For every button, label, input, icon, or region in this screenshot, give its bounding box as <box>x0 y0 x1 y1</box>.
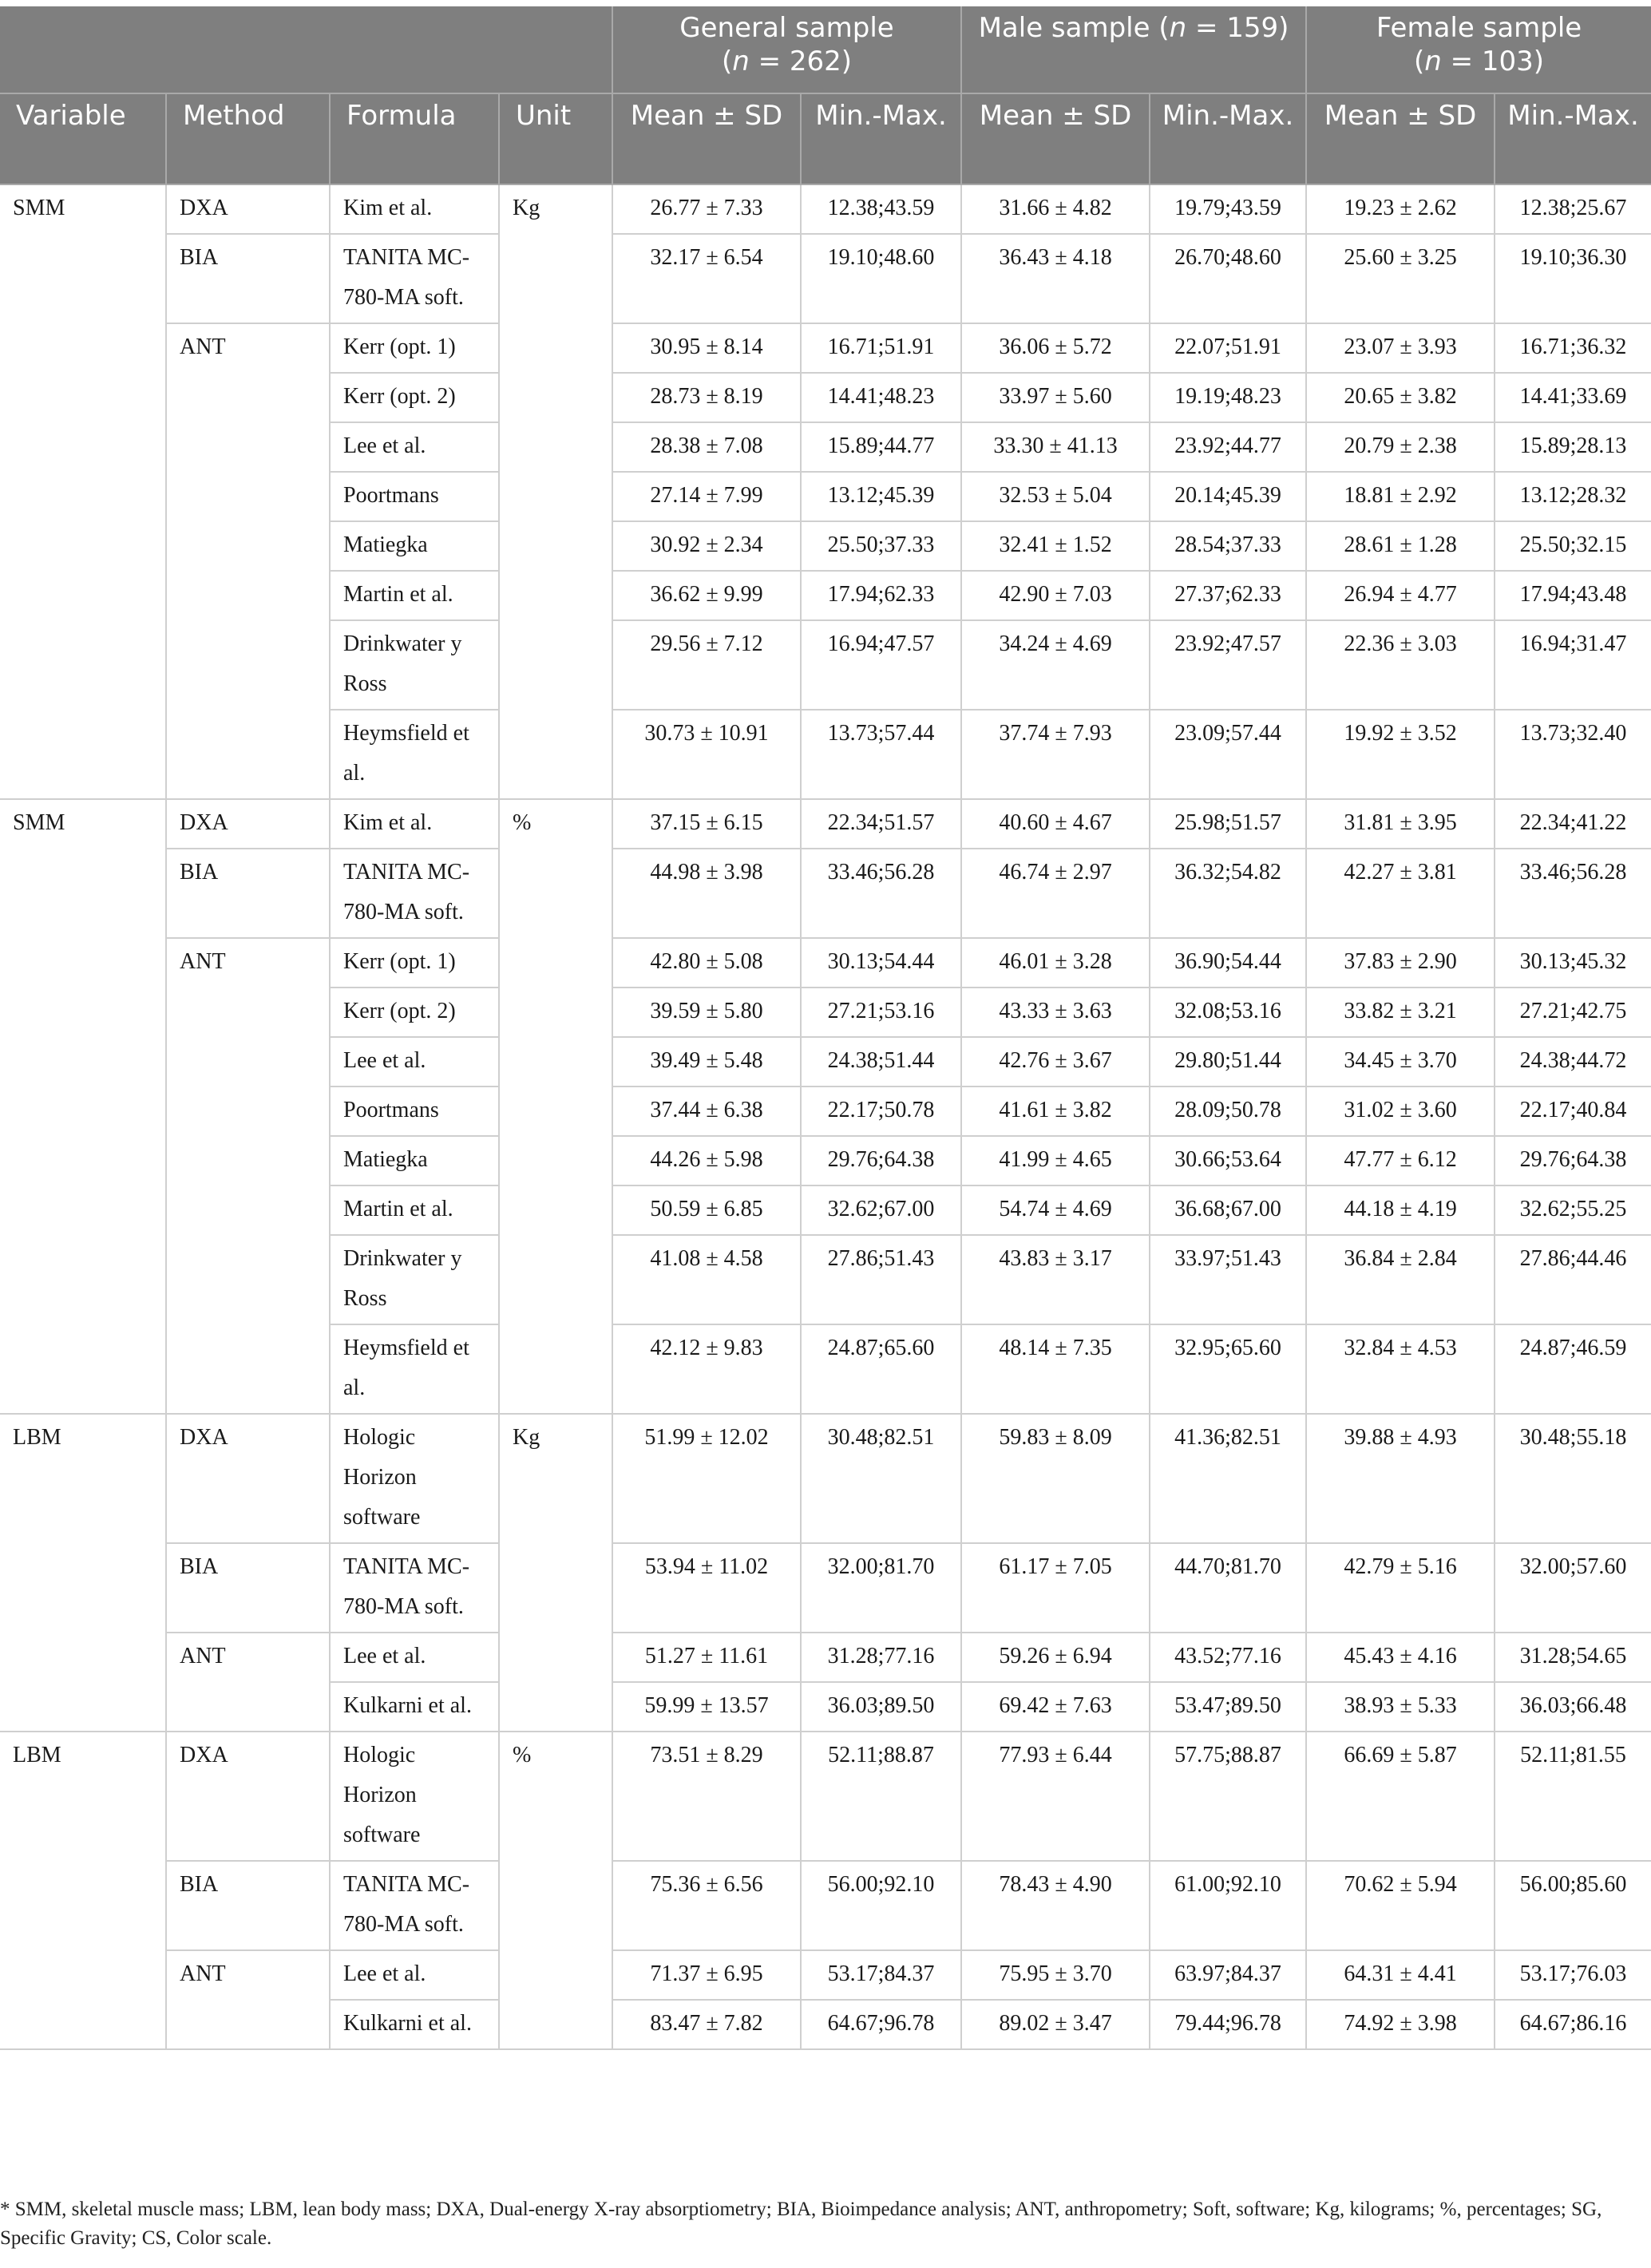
male-mean-cell: 75.95 ± 3.70 <box>961 1950 1150 2000</box>
general-range-cell: 64.67;96.78 <box>801 2000 961 2049</box>
male-mean-cell: 33.30 ± 41.13 <box>961 422 1150 472</box>
male-mean-cell: 41.99 ± 4.65 <box>961 1136 1150 1185</box>
formula-cell: Poortmans <box>330 1087 499 1136</box>
female-mean-cell: 32.84 ± 4.53 <box>1306 1324 1495 1414</box>
male-range-cell: 25.98;51.57 <box>1150 799 1306 849</box>
female-mean-cell: 20.65 ± 3.82 <box>1306 373 1495 422</box>
general-mean-cell: 28.73 ± 8.19 <box>612 373 801 422</box>
col-general-mean: Mean ± SD <box>612 93 801 184</box>
female-range-cell: 13.73;32.40 <box>1495 710 1651 799</box>
general-mean-cell: 53.94 ± 11.02 <box>612 1543 801 1633</box>
female-range-cell: 36.03;66.48 <box>1495 1682 1651 1732</box>
female-mean-cell: 25.60 ± 3.25 <box>1306 234 1495 323</box>
female-range-cell: 27.21;42.75 <box>1495 988 1651 1037</box>
general-range-cell: 32.00;81.70 <box>801 1543 961 1633</box>
female-mean-cell: 36.84 ± 2.84 <box>1306 1235 1495 1324</box>
table-row <box>0 323 1651 373</box>
male-mean-cell: 42.76 ± 3.67 <box>961 1037 1150 1087</box>
general-sample-header: General sample (n = 262) <box>612 6 961 93</box>
general-mean-cell: 37.15 ± 6.15 <box>612 799 801 849</box>
female-mean-cell: 31.81 ± 3.95 <box>1306 799 1495 849</box>
male-mean-cell: 37.74 ± 7.93 <box>961 710 1150 799</box>
male-range-cell: 26.70;48.60 <box>1150 234 1306 323</box>
method-cell: ANT <box>166 1633 330 1732</box>
col-unit: Unit <box>499 93 612 184</box>
female-mean-cell: 20.79 ± 2.38 <box>1306 422 1495 472</box>
male-range-cell: 23.92;44.77 <box>1150 422 1306 472</box>
male-range-cell: 28.54;37.33 <box>1150 521 1306 571</box>
female-range-cell: 25.50;32.15 <box>1495 521 1651 571</box>
col-method: Method <box>166 93 330 184</box>
formula-cell: TANITA MC-780-MA soft. <box>330 234 499 323</box>
formula-cell: Drinkwater y Ross <box>330 620 499 710</box>
general-mean-cell: 36.62 ± 9.99 <box>612 571 801 620</box>
female-mean-cell: 19.92 ± 3.52 <box>1306 710 1495 799</box>
formula-cell: Lee et al. <box>330 1633 499 1682</box>
male-mean-cell: 89.02 ± 3.47 <box>961 2000 1150 2049</box>
general-range-cell: 19.10;48.60 <box>801 234 961 323</box>
general-range-cell: 12.38;43.59 <box>801 184 961 234</box>
general-mean-cell: 59.99 ± 13.57 <box>612 1682 801 1732</box>
method-cell: BIA <box>166 1861 330 1950</box>
formula-cell: Kerr (opt. 1) <box>330 323 499 373</box>
table-row <box>0 1861 1651 1950</box>
male-mean-cell: 33.97 ± 5.60 <box>961 373 1150 422</box>
general-range-cell: 36.03;89.50 <box>801 1682 961 1732</box>
table-row <box>0 184 1651 234</box>
male-range-cell: 43.52;77.16 <box>1150 1633 1306 1682</box>
general-range-cell: 13.12;45.39 <box>801 472 961 521</box>
male-range-cell: 44.70;81.70 <box>1150 1543 1306 1633</box>
formula-cell: Matiegka <box>330 1136 499 1185</box>
col-male-range: Min.-Max. <box>1150 93 1306 184</box>
formula-cell: Kim et al. <box>330 184 499 234</box>
method-cell: ANT <box>166 1950 330 2049</box>
general-range-cell: 24.38;51.44 <box>801 1037 961 1087</box>
male-mean-cell: 40.60 ± 4.67 <box>961 799 1150 849</box>
variable-cell: LBM <box>0 1732 166 2049</box>
general-range-cell: 33.46;56.28 <box>801 849 961 938</box>
header-blank <box>0 6 612 93</box>
general-range-cell: 22.34;51.57 <box>801 799 961 849</box>
general-mean-cell: 42.80 ± 5.08 <box>612 938 801 988</box>
female-range-cell: 31.28;54.65 <box>1495 1633 1651 1682</box>
group-header-row <box>0 6 1651 93</box>
male-mean-cell: 78.43 ± 4.90 <box>961 1861 1150 1950</box>
general-range-cell: 15.89;44.77 <box>801 422 961 472</box>
male-range-cell: 61.00;92.10 <box>1150 1861 1306 1950</box>
formula-cell: Kim et al. <box>330 799 499 849</box>
method-cell: BIA <box>166 234 330 323</box>
female-range-cell: 32.62;55.25 <box>1495 1185 1651 1235</box>
female-range-cell: 27.86;44.46 <box>1495 1235 1651 1324</box>
male-mean-cell: 42.90 ± 7.03 <box>961 571 1150 620</box>
male-range-cell: 28.09;50.78 <box>1150 1087 1306 1136</box>
female-sample-header: Female sample (n = 103) <box>1306 6 1651 93</box>
general-mean-cell: 44.98 ± 3.98 <box>612 849 801 938</box>
general-mean-cell: 42.12 ± 9.83 <box>612 1324 801 1414</box>
formula-cell: Kerr (opt. 1) <box>330 938 499 988</box>
female-mean-cell: 23.07 ± 3.93 <box>1306 323 1495 373</box>
formula-cell: Heymsfield et al. <box>330 1324 499 1414</box>
general-mean-cell: 29.56 ± 7.12 <box>612 620 801 710</box>
male-range-cell: 36.68;67.00 <box>1150 1185 1306 1235</box>
general-mean-cell: 71.37 ± 6.95 <box>612 1950 801 2000</box>
formula-cell: Lee et al. <box>330 1950 499 2000</box>
female-range-cell: 22.34;41.22 <box>1495 799 1651 849</box>
female-mean-cell: 28.61 ± 1.28 <box>1306 521 1495 571</box>
variable-cell: SMM <box>0 799 166 1414</box>
method-cell: DXA <box>166 1414 330 1543</box>
table-row <box>0 1950 1651 2000</box>
formula-cell: TANITA MC-780-MA soft. <box>330 1543 499 1633</box>
male-range-cell: 23.92;47.57 <box>1150 620 1306 710</box>
female-range-cell: 30.13;45.32 <box>1495 938 1651 988</box>
table-row <box>0 234 1651 323</box>
general-mean-cell: 39.49 ± 5.48 <box>612 1037 801 1087</box>
formula-cell: Martin et al. <box>330 571 499 620</box>
female-range-cell: 32.00;57.60 <box>1495 1543 1651 1633</box>
male-mean-cell: 32.53 ± 5.04 <box>961 472 1150 521</box>
male-mean-cell: 69.42 ± 7.63 <box>961 1682 1150 1732</box>
female-mean-cell: 33.82 ± 3.21 <box>1306 988 1495 1037</box>
formula-cell: Kulkarni et al. <box>330 2000 499 2049</box>
general-mean-cell: 50.59 ± 6.85 <box>612 1185 801 1235</box>
general-range-cell: 53.17;84.37 <box>801 1950 961 2000</box>
unit-cell: Kg <box>499 1414 612 1732</box>
male-range-cell: 32.08;53.16 <box>1150 988 1306 1037</box>
female-mean-cell: 38.93 ± 5.33 <box>1306 1682 1495 1732</box>
female-range-cell: 24.87;46.59 <box>1495 1324 1651 1414</box>
male-range-cell: 63.97;84.37 <box>1150 1950 1306 2000</box>
formula-cell: Martin et al. <box>330 1185 499 1235</box>
general-range-cell: 31.28;77.16 <box>801 1633 961 1682</box>
male-mean-cell: 36.06 ± 5.72 <box>961 323 1150 373</box>
female-range-cell: 22.17;40.84 <box>1495 1087 1651 1136</box>
general-range-cell: 24.87;65.60 <box>801 1324 961 1414</box>
general-range-cell: 16.94;47.57 <box>801 620 961 710</box>
col-formula: Formula <box>330 93 499 184</box>
female-range-cell: 17.94;43.48 <box>1495 571 1651 620</box>
column-header-row <box>0 93 1651 184</box>
general-range-cell: 27.21;53.16 <box>801 988 961 1037</box>
female-mean-cell: 66.69 ± 5.87 <box>1306 1732 1495 1861</box>
general-mean-cell: 83.47 ± 7.82 <box>612 2000 801 2049</box>
general-mean-cell: 27.14 ± 7.99 <box>612 472 801 521</box>
female-range-cell: 12.38;25.67 <box>1495 184 1651 234</box>
col-male-mean: Mean ± SD <box>961 93 1150 184</box>
female-mean-cell: 45.43 ± 4.16 <box>1306 1633 1495 1682</box>
male-mean-cell: 59.83 ± 8.09 <box>961 1414 1150 1543</box>
female-range-cell: 15.89;28.13 <box>1495 422 1651 472</box>
male-range-cell: 53.47;89.50 <box>1150 1682 1306 1732</box>
general-mean-cell: 73.51 ± 8.29 <box>612 1732 801 1861</box>
female-range-cell: 19.10;36.30 <box>1495 234 1651 323</box>
male-mean-cell: 43.33 ± 3.63 <box>961 988 1150 1037</box>
formula-cell: Kerr (opt. 2) <box>330 988 499 1037</box>
male-range-cell: 20.14;45.39 <box>1150 472 1306 521</box>
general-mean-cell: 39.59 ± 5.80 <box>612 988 801 1037</box>
female-range-cell: 33.46;56.28 <box>1495 849 1651 938</box>
female-range-cell: 13.12;28.32 <box>1495 472 1651 521</box>
male-mean-cell: 77.93 ± 6.44 <box>961 1732 1150 1861</box>
female-mean-cell: 42.27 ± 3.81 <box>1306 849 1495 938</box>
female-range-cell: 24.38;44.72 <box>1495 1037 1651 1087</box>
female-mean-cell: 37.83 ± 2.90 <box>1306 938 1495 988</box>
table-body <box>0 184 1651 2049</box>
male-mean-cell: 59.26 ± 6.94 <box>961 1633 1150 1682</box>
table-row <box>0 799 1651 849</box>
female-range-cell: 16.71;36.32 <box>1495 323 1651 373</box>
male-mean-cell: 43.83 ± 3.17 <box>961 1235 1150 1324</box>
formula-cell: TANITA MC-780-MA soft. <box>330 849 499 938</box>
female-mean-cell: 42.79 ± 5.16 <box>1306 1543 1495 1633</box>
female-mean-cell: 34.45 ± 3.70 <box>1306 1037 1495 1087</box>
method-cell: DXA <box>166 1732 330 1861</box>
male-mean-cell: 46.74 ± 2.97 <box>961 849 1150 938</box>
general-mean-cell: 26.77 ± 7.33 <box>612 184 801 234</box>
general-range-cell: 29.76;64.38 <box>801 1136 961 1185</box>
general-mean-cell: 30.92 ± 2.34 <box>612 521 801 571</box>
female-mean-cell: 39.88 ± 4.93 <box>1306 1414 1495 1543</box>
female-mean-cell: 64.31 ± 4.41 <box>1306 1950 1495 2000</box>
table-row <box>0 938 1651 988</box>
female-mean-cell: 44.18 ± 4.19 <box>1306 1185 1495 1235</box>
table-row <box>0 1732 1651 1861</box>
results-table <box>0 6 1651 2050</box>
method-cell: BIA <box>166 1543 330 1633</box>
female-mean-cell: 22.36 ± 3.03 <box>1306 620 1495 710</box>
male-range-cell: 32.95;65.60 <box>1150 1324 1306 1414</box>
unit-cell: % <box>499 1732 612 2049</box>
female-mean-cell: 70.62 ± 5.94 <box>1306 1861 1495 1950</box>
male-mean-cell: 54.74 ± 4.69 <box>961 1185 1150 1235</box>
method-cell: DXA <box>166 799 330 849</box>
formula-cell: Hologic Horizon software <box>330 1414 499 1543</box>
col-variable: Variable <box>0 93 166 184</box>
general-mean-cell: 51.99 ± 12.02 <box>612 1414 801 1543</box>
male-mean-cell: 61.17 ± 7.05 <box>961 1543 1150 1633</box>
general-mean-cell: 75.36 ± 6.56 <box>612 1861 801 1950</box>
general-range-cell: 17.94;62.33 <box>801 571 961 620</box>
table-row <box>0 849 1651 938</box>
table-row <box>0 1633 1651 1682</box>
table-footnote: * SMM, skeletal muscle mass; LBM, lean body mass; DXA, Dual-energy X-ray absorptiometry; BIA, Bioimpedance analysis; ANT, anthropometry; Soft, software; Kg, kilograms; %, percentages; SG, Specific Gravity; CS, Color scale. <box>0 2199 1602 2249</box>
general-range-cell: 14.41;48.23 <box>801 373 961 422</box>
male-range-cell: 29.80;51.44 <box>1150 1037 1306 1087</box>
formula-cell: TANITA MC-780-MA soft. <box>330 1861 499 1950</box>
male-sample-header: Male sample (n = 159) <box>961 6 1306 93</box>
male-mean-cell: 36.43 ± 4.18 <box>961 234 1150 323</box>
male-range-cell: 22.07;51.91 <box>1150 323 1306 373</box>
formula-cell: Drinkwater y Ross <box>330 1235 499 1324</box>
female-range-cell: 30.48;55.18 <box>1495 1414 1651 1543</box>
general-mean-cell: 30.73 ± 10.91 <box>612 710 801 799</box>
general-mean-cell: 41.08 ± 4.58 <box>612 1235 801 1324</box>
general-range-cell: 30.13;54.44 <box>801 938 961 988</box>
general-range-cell: 13.73;57.44 <box>801 710 961 799</box>
female-mean-cell: 19.23 ± 2.62 <box>1306 184 1495 234</box>
male-range-cell: 57.75;88.87 <box>1150 1732 1306 1861</box>
col-general-range: Min.-Max. <box>801 93 961 184</box>
female-mean-cell: 47.77 ± 6.12 <box>1306 1136 1495 1185</box>
female-mean-cell: 31.02 ± 3.60 <box>1306 1087 1495 1136</box>
general-range-cell: 16.71;51.91 <box>801 323 961 373</box>
female-mean-cell: 26.94 ± 4.77 <box>1306 571 1495 620</box>
general-mean-cell: 28.38 ± 7.08 <box>612 422 801 472</box>
col-female-mean: Mean ± SD <box>1306 93 1495 184</box>
table-row <box>0 1543 1651 1633</box>
male-range-cell: 79.44;96.78 <box>1150 2000 1306 2049</box>
general-range-cell: 52.11;88.87 <box>801 1732 961 1861</box>
male-range-cell: 33.97;51.43 <box>1150 1235 1306 1324</box>
col-female-range: Min.-Max. <box>1495 93 1651 184</box>
variable-cell: LBM <box>0 1414 166 1732</box>
general-mean-cell: 37.44 ± 6.38 <box>612 1087 801 1136</box>
general-range-cell: 27.86;51.43 <box>801 1235 961 1324</box>
male-mean-cell: 46.01 ± 3.28 <box>961 938 1150 988</box>
general-range-cell: 30.48;82.51 <box>801 1414 961 1543</box>
variable-cell: SMM <box>0 184 166 799</box>
general-range-cell: 56.00;92.10 <box>801 1861 961 1950</box>
general-range-cell: 32.62;67.00 <box>801 1185 961 1235</box>
male-mean-cell: 31.66 ± 4.82 <box>961 184 1150 234</box>
general-mean-cell: 32.17 ± 6.54 <box>612 234 801 323</box>
formula-cell: Hologic Horizon software <box>330 1732 499 1861</box>
female-range-cell: 16.94;31.47 <box>1495 620 1651 710</box>
male-range-cell: 19.79;43.59 <box>1150 184 1306 234</box>
male-range-cell: 36.90;54.44 <box>1150 938 1306 988</box>
male-mean-cell: 32.41 ± 1.52 <box>961 521 1150 571</box>
male-mean-cell: 34.24 ± 4.69 <box>961 620 1150 710</box>
male-range-cell: 30.66;53.64 <box>1150 1136 1306 1185</box>
male-mean-cell: 41.61 ± 3.82 <box>961 1087 1150 1136</box>
general-mean-cell: 51.27 ± 11.61 <box>612 1633 801 1682</box>
method-cell: ANT <box>166 938 330 1414</box>
female-range-cell: 29.76;64.38 <box>1495 1136 1651 1185</box>
method-cell: BIA <box>166 849 330 938</box>
male-range-cell: 23.09;57.44 <box>1150 710 1306 799</box>
female-mean-cell: 18.81 ± 2.92 <box>1306 472 1495 521</box>
male-range-cell: 36.32;54.82 <box>1150 849 1306 938</box>
unit-cell: % <box>499 799 612 1414</box>
formula-cell: Kerr (opt. 2) <box>330 373 499 422</box>
male-range-cell: 27.37;62.33 <box>1150 571 1306 620</box>
female-range-cell: 52.11;81.55 <box>1495 1732 1651 1861</box>
formula-cell: Matiegka <box>330 521 499 571</box>
general-range-cell: 22.17;50.78 <box>801 1087 961 1136</box>
female-range-cell: 14.41;33.69 <box>1495 373 1651 422</box>
formula-cell: Heymsfield et al. <box>330 710 499 799</box>
male-range-cell: 19.19;48.23 <box>1150 373 1306 422</box>
female-range-cell: 64.67;86.16 <box>1495 2000 1651 2049</box>
method-cell: DXA <box>166 184 330 234</box>
table-row <box>0 1414 1651 1543</box>
unit-cell: Kg <box>499 184 612 799</box>
formula-cell: Poortmans <box>330 472 499 521</box>
general-range-cell: 25.50;37.33 <box>801 521 961 571</box>
female-range-cell: 56.00;85.60 <box>1495 1861 1651 1950</box>
female-range-cell: 53.17;76.03 <box>1495 1950 1651 2000</box>
female-mean-cell: 74.92 ± 3.98 <box>1306 2000 1495 2049</box>
male-range-cell: 41.36;82.51 <box>1150 1414 1306 1543</box>
general-mean-cell: 30.95 ± 8.14 <box>612 323 801 373</box>
formula-cell: Kulkarni et al. <box>330 1682 499 1732</box>
formula-cell: Lee et al. <box>330 422 499 472</box>
formula-cell: Lee et al. <box>330 1037 499 1087</box>
general-mean-cell: 44.26 ± 5.98 <box>612 1136 801 1185</box>
male-mean-cell: 48.14 ± 7.35 <box>961 1324 1150 1414</box>
method-cell: ANT <box>166 323 330 799</box>
